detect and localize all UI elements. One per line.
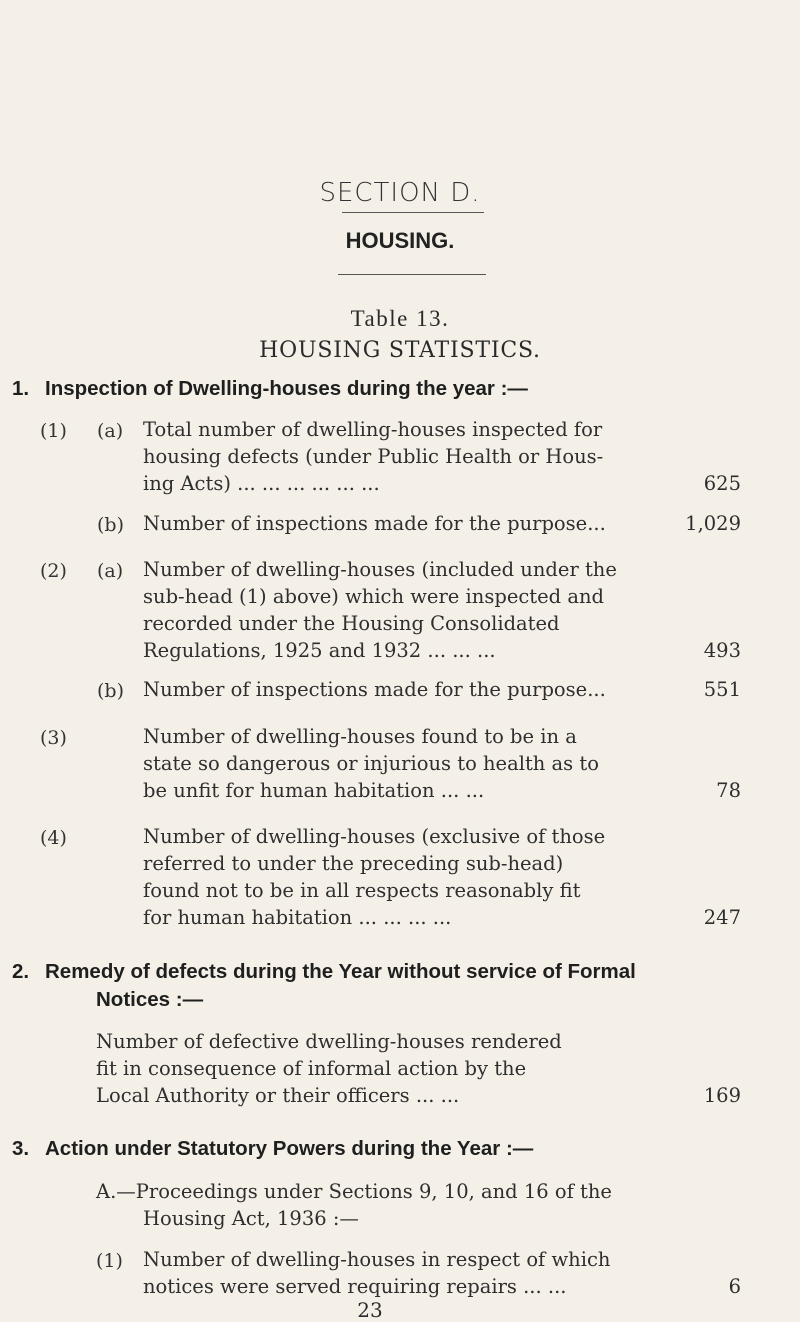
item-label: (3) — [40, 727, 67, 749]
item-text-line: found not to be in all respects reasonably fit — [143, 879, 581, 902]
item-text-line: Local Authority or their officers ... ... — [96, 1084, 460, 1107]
section-number: 3. — [12, 1137, 30, 1160]
divider-2 — [338, 274, 486, 275]
item-sublabel: (a) — [97, 560, 124, 582]
section-title-text: Inspection of Dwelling-houses during the year :— — [45, 377, 528, 400]
table-title: Table 13. — [350, 306, 450, 331]
item-text-line: be unfit for human habitation ... ... — [143, 779, 485, 802]
item-value: 551 — [703, 678, 741, 701]
section-number: 2. — [12, 960, 30, 983]
section-title-text: Action under Statutory Powers during the Year :— — [45, 1137, 534, 1160]
item-value: 6 — [728, 1275, 741, 1298]
item-text-line: Number of defective dwelling-houses rendered — [96, 1030, 562, 1053]
item-text-line: Number of dwelling-houses found to be in a — [143, 725, 577, 748]
item-value: 169 — [703, 1084, 741, 1107]
item-text-line: Number of inspections made for the purpose... — [143, 512, 606, 535]
item-text-line: Number of dwelling-houses in respect of which — [143, 1248, 611, 1271]
item-text-line: ing Acts) ... ... ... ... ... ... — [143, 472, 380, 495]
statistics-title: HOUSING STATISTICS. — [259, 338, 541, 363]
item-value: 78 — [716, 779, 741, 802]
section-2-heading-cont: Notices :— — [96, 988, 204, 1011]
item-label: (1) — [96, 1250, 123, 1272]
item-label: (2) — [40, 560, 67, 582]
item-sublabel: (b) — [97, 514, 124, 536]
item-text-line: for human habitation ... ... ... ... — [143, 906, 452, 929]
item-label: (4) — [40, 827, 67, 849]
section-title-text: Remedy of defects during the Year without service of Formal — [45, 960, 636, 983]
item-value: 625 — [703, 472, 741, 495]
page-number: 23 — [357, 1298, 383, 1322]
item-sublabel: (a) — [97, 420, 124, 442]
item-text-line: notices were served requiring repairs ... ... — [143, 1275, 567, 1298]
item-text-line: fit in consequence of informal action by the — [96, 1057, 527, 1080]
item-text-line: recorded under the Housing Consolidated — [143, 612, 560, 635]
divider-1 — [342, 212, 484, 213]
item-text-line: Number of dwelling-houses (included under the — [143, 558, 617, 581]
item-value: 493 — [703, 639, 741, 662]
item-text-line: state so dangerous or injurious to health as to — [143, 752, 599, 775]
item-text-line: Regulations, 1925 and 1932 ... ... ... — [143, 639, 496, 662]
item-text-line: referred to under the preceding sub-head) — [143, 852, 564, 875]
item-text-line: sub-head (1) above) which were inspected and — [143, 585, 605, 608]
item-label: (1) — [40, 420, 67, 442]
item-text-line: housing defects (under Public Health or Hous- — [143, 445, 604, 468]
housing-heading: HOUSING. — [345, 228, 455, 253]
section-1-heading — [12, 377, 528, 401]
section-title: SECTION D. — [319, 178, 481, 208]
item-value: 247 — [703, 906, 741, 929]
item-text-line: Number of inspections made for the purpose... — [143, 678, 606, 701]
item-value: 1,029 — [685, 512, 741, 535]
section-3-heading — [12, 1137, 534, 1161]
item-sublabel: (b) — [97, 680, 124, 702]
section-number: 1. — [12, 377, 30, 400]
section-2-heading — [12, 960, 636, 984]
subsection-line: A.—Proceedings under Sections 9, 10, and 16 of the — [96, 1180, 612, 1203]
item-text-line: Number of dwelling-houses (exclusive of those — [143, 825, 606, 848]
subsection-line: Housing Act, 1936 :— — [143, 1207, 359, 1230]
item-text-line: Total number of dwelling-houses inspected for — [143, 418, 603, 441]
